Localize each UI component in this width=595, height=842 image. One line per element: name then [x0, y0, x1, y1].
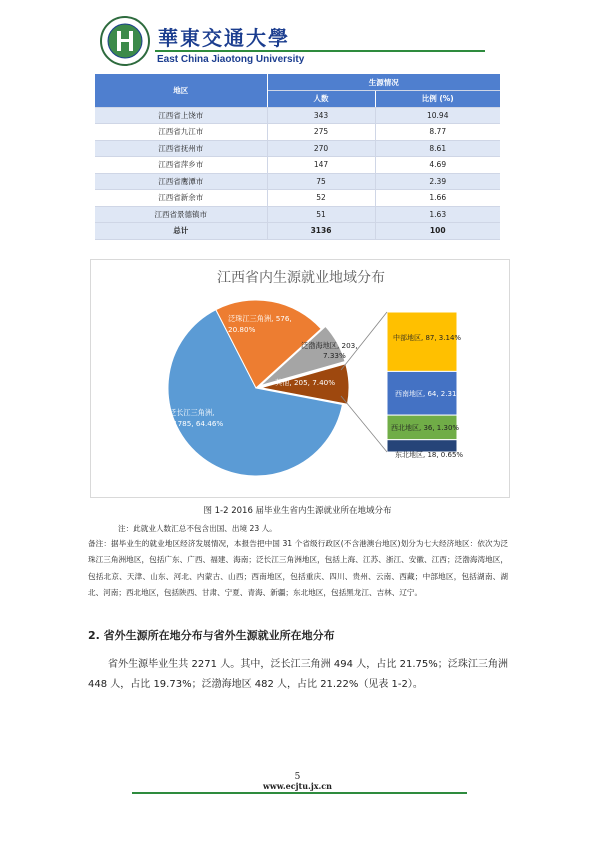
source-table	[95, 74, 500, 240]
col-header-group: 生源情况	[267, 74, 500, 91]
page-header	[100, 16, 500, 76]
cell-region: 江西省鹰潭市	[95, 173, 267, 190]
table-row	[95, 157, 500, 174]
table-row	[95, 206, 500, 223]
connector-line	[341, 396, 387, 452]
note-text: 注：此就业人数汇总不包含出国、出境 23 人。	[118, 524, 277, 533]
remark-text: 备注：据毕业生的就业地区经济发展情况，本报告把中国 31 个省级行政区(不含港澳台地区)划分为七大经济地区：依次为泛珠江三角洲地区，包括广东、广西、福建、海南；泛长江三角洲地区，包括上海、江苏、浙江、安徽、江西；泛渤海湾地区，包括北京、天津、山东、河北、内蒙古、山西；西南地区，包括重庆、四川、贵州、云南、西藏；中部地区，包括湖南、湖北、河南；西北地区，包括陕西、甘肃、宁夏、青海、新疆；东北地区，包括黑龙江、吉林、辽宁。	[88, 539, 508, 597]
label-bh-2: 7.33%	[323, 351, 346, 360]
label-db: 东北地区, 18, 0.65%	[395, 451, 464, 459]
figure-caption: 图 1-2 2016 届毕业生省内生源就业所在地域分布	[203, 506, 392, 516]
table-row	[95, 107, 500, 124]
cell-ratio: 8.77	[375, 124, 500, 141]
label-xn: 西南地区, 64, 2.31%	[395, 390, 464, 398]
label-cj-1: 泛长江三角洲,	[169, 408, 215, 417]
cell-ratio: 1.66	[375, 190, 500, 207]
cell-region: 江西省九江市	[95, 124, 267, 141]
cell-region: 江西省景德镇市	[95, 206, 267, 223]
cell-count: 75	[267, 173, 375, 190]
cell-ratio: 8.61	[375, 140, 500, 157]
cell-count: 52	[267, 190, 375, 207]
table-row	[95, 190, 500, 207]
cell-count: 51	[267, 206, 375, 223]
chart-canvas	[91, 260, 511, 499]
cell-count: 270	[267, 140, 375, 157]
cell-region: 总计	[95, 223, 267, 240]
label-cj-2: 1785, 64.46%	[173, 419, 224, 428]
label-zj-2: 20.80%	[228, 325, 256, 334]
cell-ratio: 10.94	[375, 107, 500, 124]
col-header-ratio: 比例 (%)	[375, 91, 500, 108]
table-total-row	[95, 223, 500, 240]
label-xb: 西北地区, 36, 1.30%	[391, 424, 460, 432]
university-name-en: East China Jiaotong University	[157, 54, 305, 65]
footer-url: www.ecjtu.jx.cn	[263, 781, 332, 791]
label-bh-1: 泛渤海地区, 203,	[301, 341, 358, 350]
label-zj-1: 泛珠江三角洲, 576,	[228, 314, 292, 323]
header-divider	[155, 50, 485, 52]
col-header-count: 人数	[267, 91, 375, 108]
col-header-region: 地区	[95, 74, 267, 107]
cell-ratio: 4.69	[375, 157, 500, 174]
cell-count: 3136	[267, 223, 375, 240]
section-title: 2. 省外生源所在地分布与省外生源就业所在地分布	[88, 629, 335, 642]
cell-ratio: 100	[375, 223, 500, 240]
cell-region: 江西省新余市	[95, 190, 267, 207]
cell-count: 343	[267, 107, 375, 124]
cell-ratio: 2.39	[375, 173, 500, 190]
body-paragraph: 省外生源毕业生共 2271 人。其中，泛长江三角洲 494 人，占比 21.75%；泛珠江三角洲 448 人，占比 19.73%；泛渤海地区 482 人，占比 21.22%（见表 1-2）。	[88, 659, 508, 690]
pie-chart	[90, 259, 510, 498]
label-zb: 中部地区, 87, 3.14%	[393, 334, 462, 342]
university-name-cn: 華東交通大學	[158, 26, 290, 50]
cell-region: 江西省抚州市	[95, 140, 267, 157]
cell-region: 江西省萍乡市	[95, 157, 267, 174]
label-qt: 其他, 205, 7.40%	[275, 378, 336, 387]
cell-region: 江西省上饶市	[95, 107, 267, 124]
university-logo	[100, 16, 150, 66]
page-number: 5	[294, 772, 301, 782]
cell-count: 275	[267, 124, 375, 141]
cell-ratio: 1.63	[375, 206, 500, 223]
footer-divider	[132, 792, 467, 794]
table-row	[95, 140, 500, 157]
table-row	[95, 124, 500, 141]
cell-count: 147	[267, 157, 375, 174]
chart-title: 江西省内生源就业地域分布	[217, 270, 385, 286]
table-row	[95, 173, 500, 190]
